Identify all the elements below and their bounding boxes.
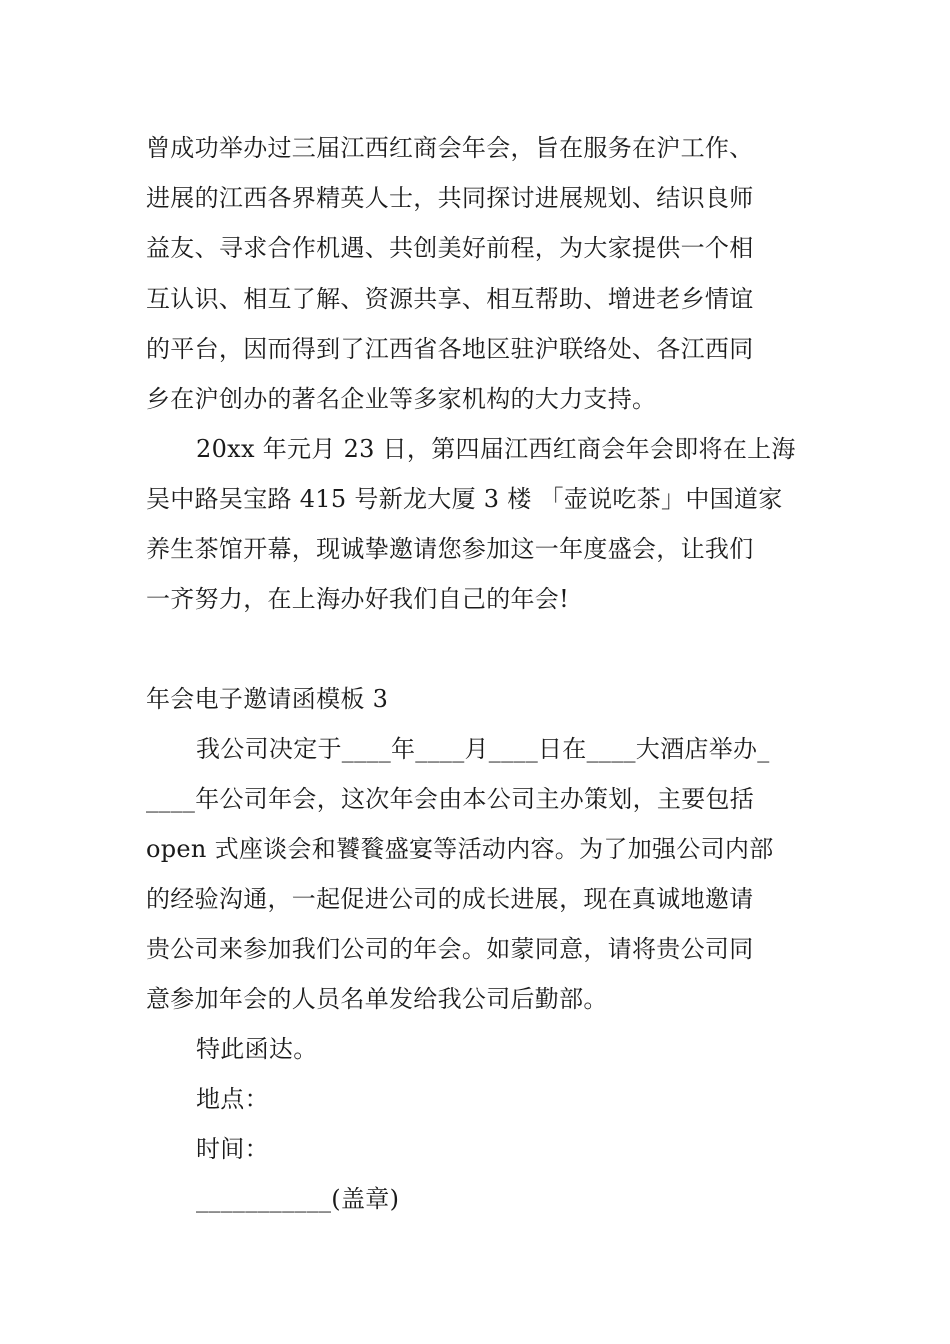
paragraph-1-line-5: 的平台，因而得到了江西省各地区驻沪联络处、各江西同	[146, 335, 754, 363]
paragraph-3-line-3: open 式座谈会和饕餮盛宴等活动内容。为了加强公司内部	[146, 835, 774, 863]
paragraph-2-line-1: 20xx 年元月 23 日，第四届江西红商会年会即将在上海	[196, 435, 796, 463]
section-title: 年会电子邀请函模板 3	[146, 685, 389, 713]
paragraph-1-line-1: 曾成功举办过三届江西红商会年会，旨在服务在沪工作、	[146, 134, 754, 162]
paragraph-3-line-5: 贵公司来参加我们公司的年会。如蒙同意，请将贵公司同	[146, 935, 754, 963]
paragraph-3-line-2: ____年公司年会，这次年会由本公司主办策划，主要包括	[146, 785, 755, 813]
paragraph-3-line-6: 意参加年会的人员名单发给我公司后勤部。	[146, 985, 608, 1013]
paragraph-1-line-6: 乡在沪创办的著名企业等多家机构的大力支持。	[146, 385, 657, 413]
location-label: 地点：	[196, 1085, 269, 1113]
paragraph-2-line-3: 养生茶馆开幕，现诚挚邀请您参加这一年度盛会，让我们	[146, 535, 754, 563]
paragraph-3-line-1: 我公司决定于____年____月____日在____大酒店举办_	[196, 735, 770, 763]
paragraph-3-line-4: 的经验沟通，一起促进公司的成长进展，现在真诚地邀请	[146, 885, 754, 913]
paragraph-1-line-2: 进展的江西各界精英人士，共同探讨进展规划、结识良师	[146, 184, 754, 212]
paragraph-1-line-4: 互认识、相互了解、资源共享、相互帮助、增进老乡情谊	[146, 285, 754, 313]
closing-text: 特此函达。	[196, 1035, 318, 1063]
time-label: 时间：	[196, 1135, 269, 1163]
paragraph-1-line-3: 益友、寻求合作机遇、共创美好前程，为大家提供一个相	[146, 234, 754, 262]
paragraph-2-line-2: 吴中路吴宝路 415 号新龙大厦 3 楼 「壶说吃茶」中国道家	[146, 485, 783, 513]
paragraph-2-line-4: 一齐努力，在上海办好我们自己的年会!	[146, 585, 570, 613]
signature-line: ___________(盖章)	[196, 1185, 400, 1213]
